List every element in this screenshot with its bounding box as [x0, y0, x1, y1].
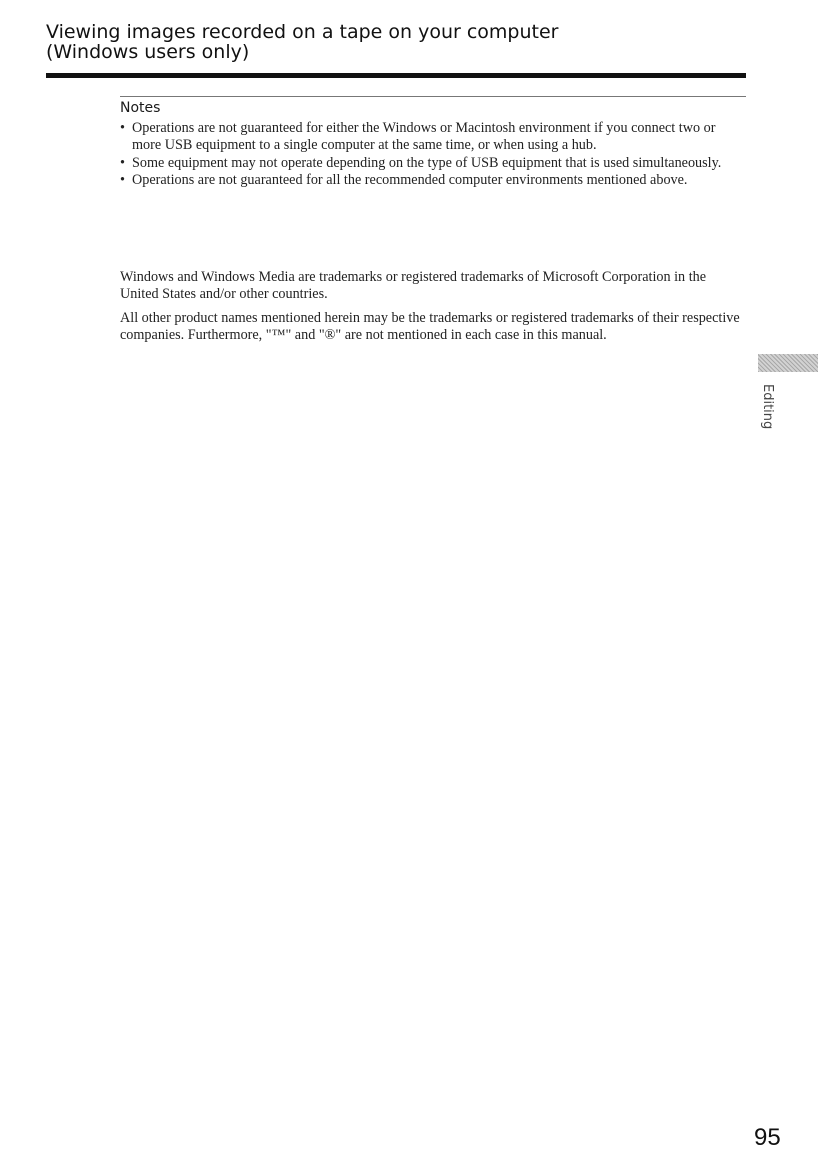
- note-text: Some equipment may not operate depending on the type of USB equipment that is used simultaneously.: [132, 154, 722, 171]
- list-item: [120, 120, 740, 155]
- section-divider: [120, 96, 746, 97]
- bullet-icon: •: [120, 154, 125, 171]
- trademark-notice-paragraph: All other product names mentioned herein may be the trademarks or registered trademarks of their respective companies. Furthermore, "™" and "®" are not mentioned in each case in this manual.: [120, 310, 740, 344]
- title-rule: [46, 73, 746, 78]
- bullet-icon: •: [120, 120, 125, 136]
- page-title-line-2: (Windows users only): [46, 41, 250, 63]
- notes-list: [120, 120, 740, 190]
- section-tab-label: Editing: [760, 384, 775, 430]
- trademark-paragraph: Windows and Windows Media are trademarks or registered trademarks of Microsoft Corporation in the United States and/or other countries.: [120, 269, 707, 303]
- list-item: [120, 155, 740, 172]
- page-number: 95: [754, 1124, 781, 1151]
- page-title: [46, 22, 746, 62]
- list-item: [120, 172, 740, 189]
- section-tab-marker: [758, 354, 818, 372]
- note-text: Operations are not guaranteed for all the recommended computer environments mentioned above.: [132, 172, 688, 189]
- page-title-line-1: Viewing images recorded on a tape on your computer: [46, 21, 559, 43]
- notes-heading: Notes: [120, 100, 161, 116]
- note-text: Operations are not guaranteed for either the Windows or Macintosh environment if you connect two or more USB equipment to a single computer at the same time, or when using a hub.: [132, 120, 716, 154]
- bullet-icon: •: [120, 172, 125, 189]
